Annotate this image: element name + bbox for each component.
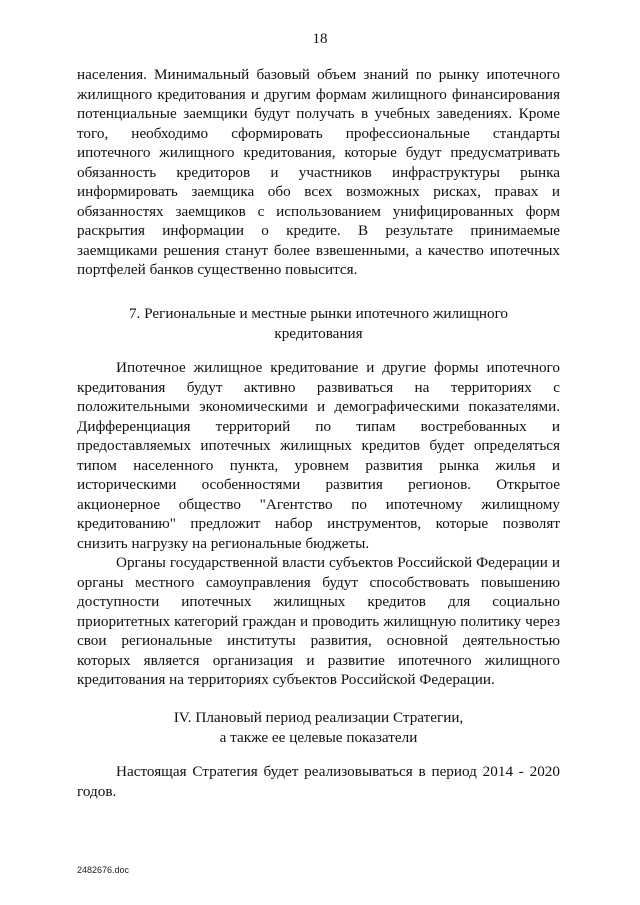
section-4-title-line-2: а также ее целевые показатели (219, 728, 418, 746)
continuation-paragraph-block (77, 65, 560, 280)
document-file-reference: 2482676.doc (77, 865, 130, 875)
section-7-paragraph-2: Органы государственной власти субъектов Российской Федерации и органы местного самоуправления будут способствовать повышению доступности ипотечных жилищных кредитов для социально приоритетных категорий граждан и проводить жилищную политику через свои региональные институты развития, основной деятельностью которых является организация и развитие ипотечного жилищного кредитования на территориях субъектов Российской Федерации. (77, 554, 560, 688)
section-7-body (77, 358, 560, 690)
page-number: 18 (312, 31, 328, 47)
section-4-paragraph-1: Настоящая Стратегия будет реализовываться в период 2014 - 2020 годов. (77, 763, 560, 800)
section-7-paragraph-1: Ипотечное жилищное кредитование и другие формы ипотечного кредитования будут активно развиваться на территориях с положительными экономическими и демографическими показателями. Дифференциация территорий по типам востребованных и предоставляемых ипотечных жилищных кредитов будет определяться типом населенного пункта, уровнем развития рынка жилья и историческими особенностями развития регионов. Открытое акционерное общество "Агентство по ипотечному жилищному кредитованию" предложит набор инструментов, которые позволят снизить нагрузку на региональные бюджеты. (77, 359, 560, 552)
section-7-title-line-1: 7. Региональные и местные рынки ипотечного жилищного (128, 305, 509, 322)
section-4-body (77, 762, 560, 801)
continuation-paragraph: населения. Минимальный базовый объем знаний по рынку ипотечного жилищного кредитования и другим формам жилищного финансирования потенциальные заемщики будут получать в учебных заведениях. Кроме того, необходимо сформировать профессиональные стандарты ипотечного жилищного кредитования, которые будут предусматривать обязанность кредиторов и участников инфраструктуры рынка информировать заемщика обо всех возможных рисках, правах и обязанностях заемщиков с использованием унифицированных форм раскрытия информации о кредите. В результате принимаемые заемщиками решения станут более взвешенными, а качество ипотечных портфелей банков существенно повысится. (77, 66, 560, 278)
section-4-heading (77, 708, 560, 747)
section-7-heading (77, 304, 560, 343)
section-4-title-line-1: IV. Плановый период реализации Стратегии, (173, 709, 464, 726)
section-7-title-line-2: кредитования (274, 324, 363, 342)
